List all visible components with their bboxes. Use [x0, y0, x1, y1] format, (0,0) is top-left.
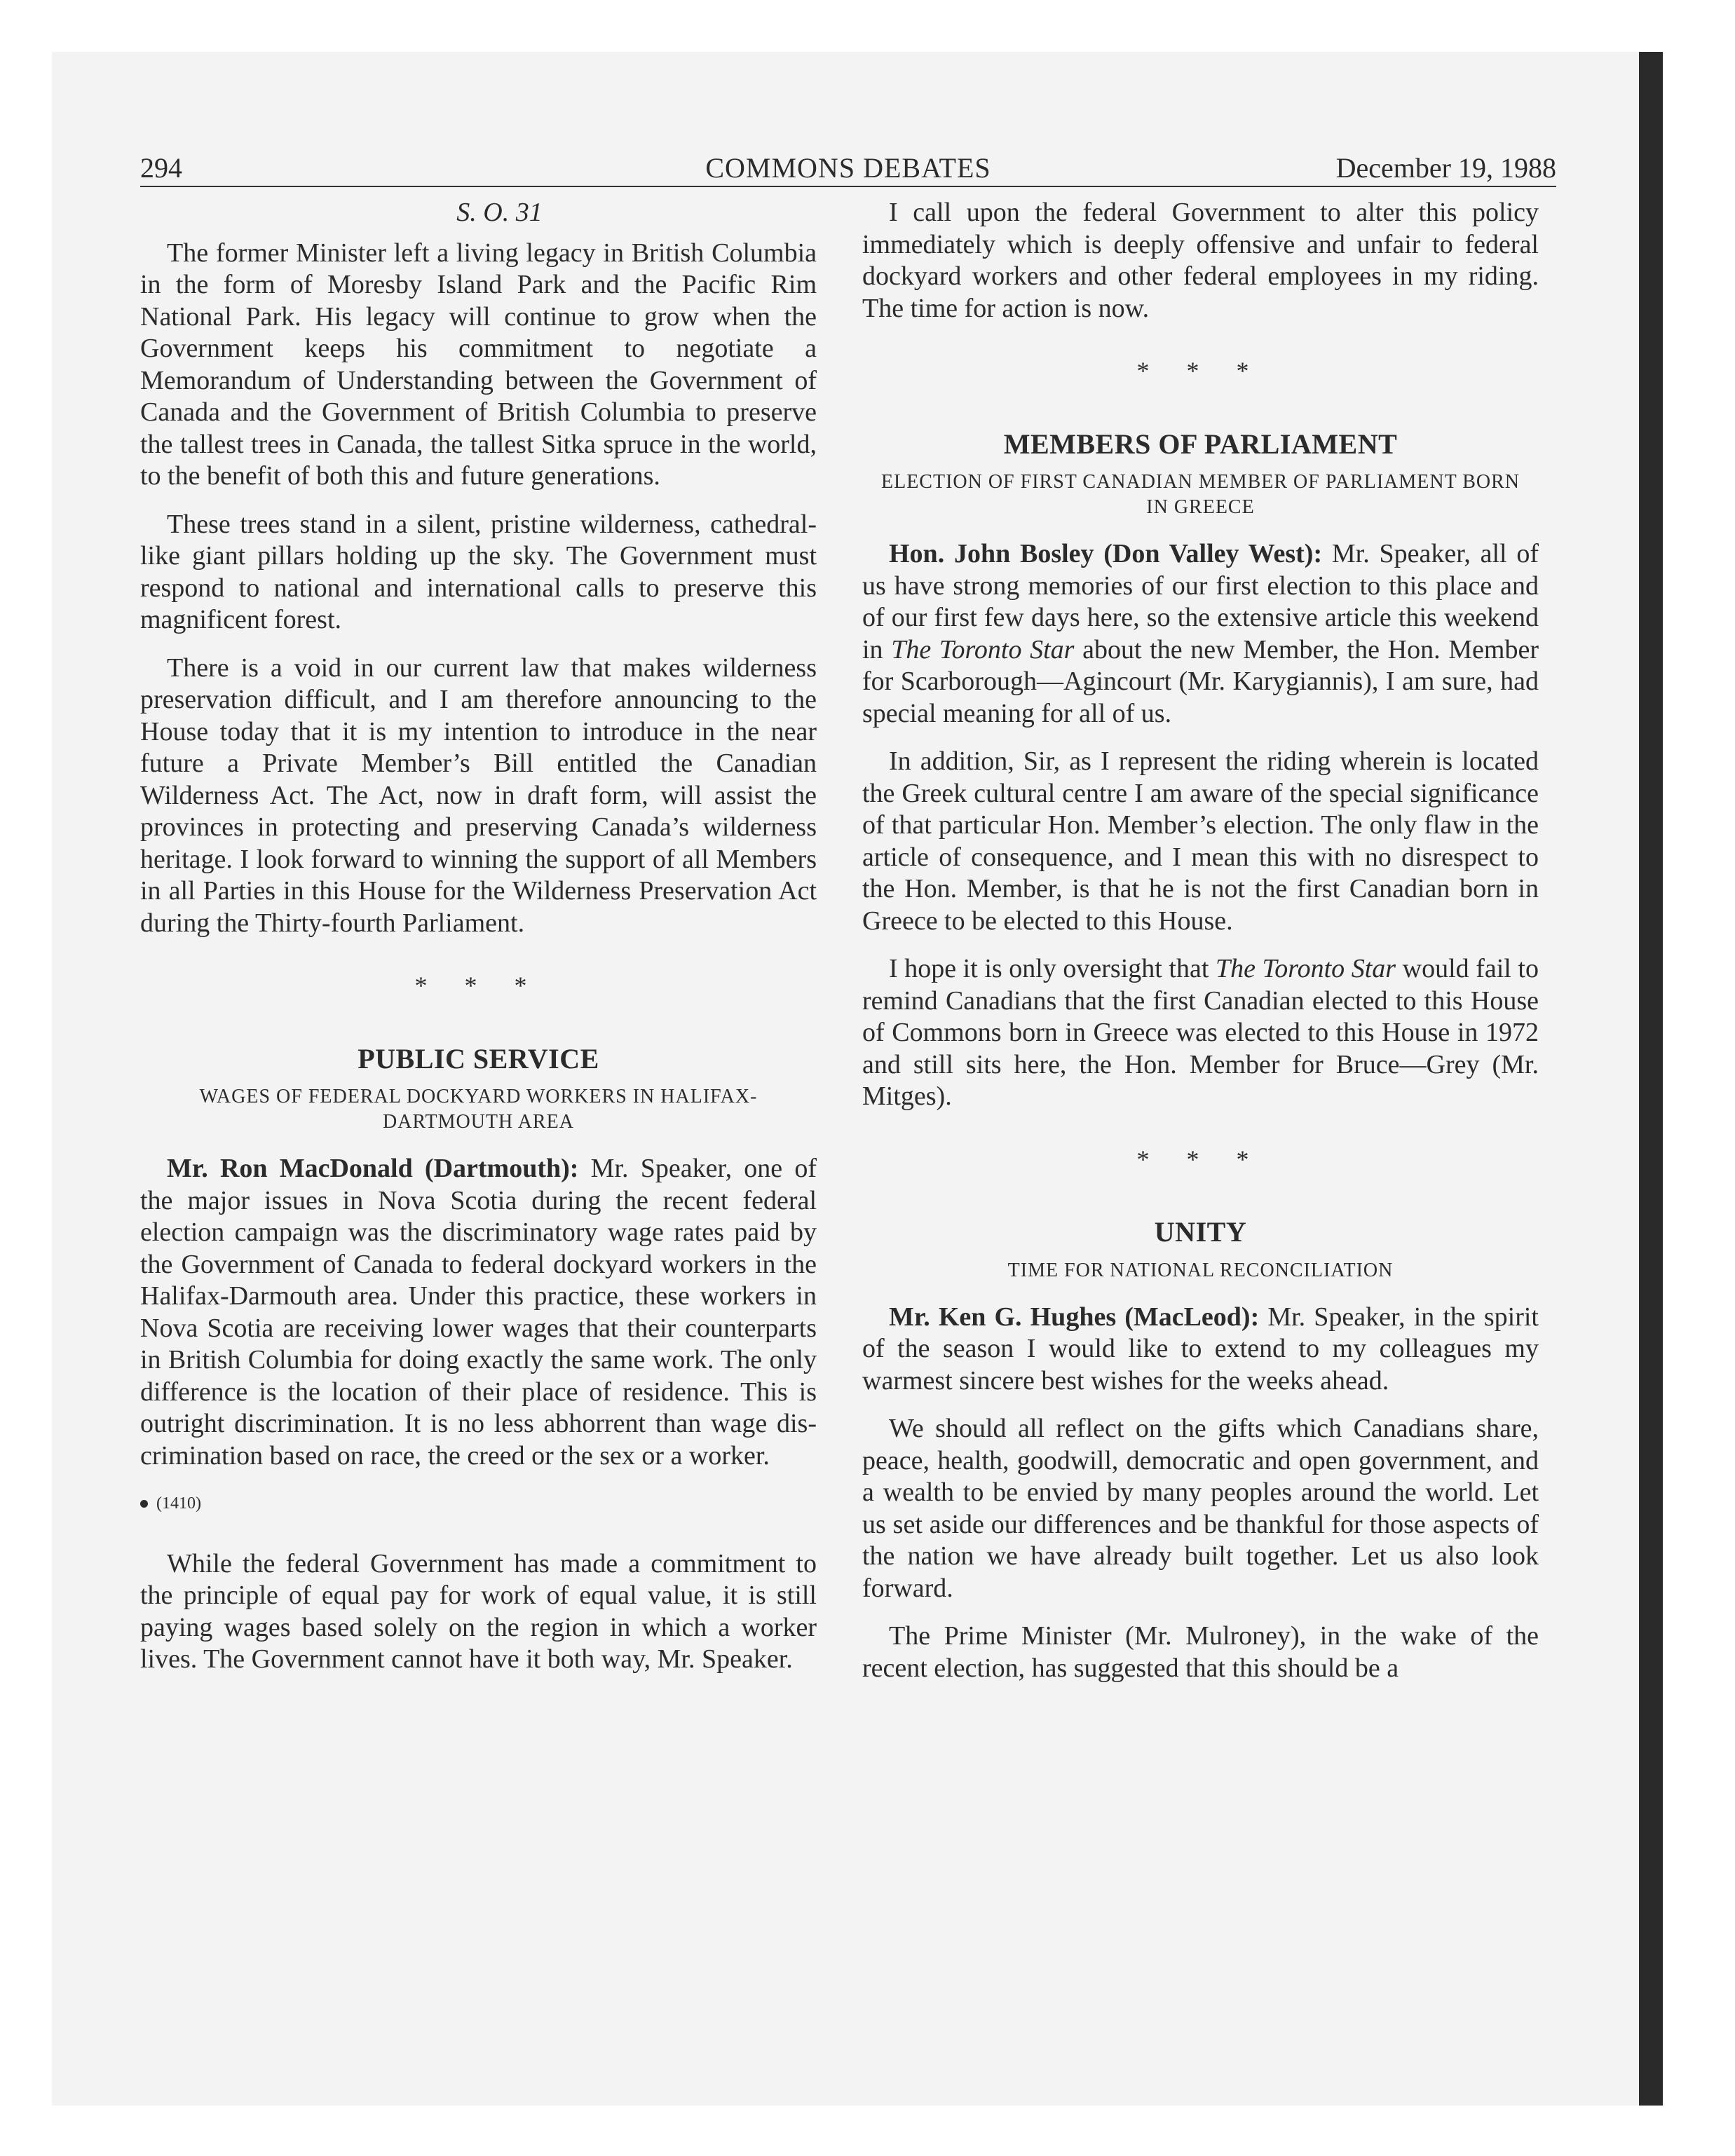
speech-paragraph [862, 953, 1539, 1113]
section-separator: * * * [1136, 357, 1265, 385]
page-number: 294 [140, 152, 182, 184]
section-heading: MEMBERS OF PARLIAMENT [1003, 428, 1398, 460]
speech-paragraph: The Prime Minister (Mr. Mulroney), in the wake of the recent election, has suggested that this should be a [862, 1621, 1539, 1683]
hansard-page [140, 151, 1556, 1683]
section-separator: * * * [414, 971, 543, 999]
speech-text: about the new Member, the Hon. Member for Scarborough—Agincourt (Mr. Karygiannis), I am sure, had special meaning for all of us. [862, 634, 1539, 728]
speech-text: Mr. Speaker, all of us have strong memories of our first election to this place and of our first few days here, so the extensive article this weekend in [862, 539, 1539, 664]
publication-name: The Toronto Star [1215, 954, 1396, 983]
section-subheading: WAGES OF FEDERAL DOCKYARD WORKERS IN HALIFAX-DARTMOUTH AREA [199, 1086, 758, 1133]
timestamp-text: (1410) [156, 1494, 201, 1513]
speech-text: Mr. Speaker, one of the major issues in Nova Scotia during the recent federal election campaign was the discriminatory wage rates paid by the Government of Canada to federal dockyard workers in the Halifax-Darmouth area. Under this practice, these workers in Nova Scotia are receiving lower wages that their counterparts in British Columbia for doing exactly the same work. The only difference is the location of their place of residence. This is outright discrimination. It is no less abhorrent than wage discrimination based on race, the creed or the sex or a worker. [140, 1154, 817, 1471]
speech-text: would fail to remind Canadians that the first Canadian elected to this House of Commons born in Greece was elected to this House in 1972 and still sits here, the Hon. Member for Bruce—Grey (Mr. Mitges). [862, 954, 1539, 1111]
section-separator: * * * [1136, 1145, 1265, 1173]
time-marker [140, 1488, 817, 1520]
paragraph: These trees stand in a silent, pristine wilderness, cathedral-like giant pillars holding up the sky. The Government must respond to national and international calls to preserve this magnificent forest. [140, 509, 817, 634]
paragraph: There is a void in our current law that makes wilderness preservation difficult, and I am therefore announcing to the House today that it is my intention to introduce in the near future a Private Member’s Bill entitled the Canadian Wilderness Act. The Act, now in draft form, will assist the provinces in protecting and preserving Canada’s wilderness heritage. I look forward to winning the support of all Members in all Parties in this House for the Wilderness Preservation Act during the Thirty-fourth Parliament. [140, 653, 817, 938]
bullet-icon [140, 1500, 148, 1508]
speech-paragraph: In addition, Sir, as I represent the riding wherein is located the Greek cultural centre I am aware of the special significance of that particular Hon. Member’s election. The only flaw in the article of consequence, and I mean this with no disrespect to the Hon. Member, is that he is not the first Canadian born in Greece to be elected to this House. [862, 746, 1539, 936]
speech-text: I hope it is only oversight that [889, 954, 1209, 983]
standing-order-label: S. O. 31 [456, 198, 543, 227]
speech-text: Mr. Speaker, in the spirit of the season I would like to extend to my colleagues my warmest sincere best wishes for the weeks ahead. [862, 1302, 1539, 1396]
paragraph: The former Minister left a living legacy in British Columbia in the form of Moresby Island Park and the Pacific Rim National Park. His legacy will continue to grow when the Government keeps his commitment to negotiate a Memorandum of Understanding between the Government of Canada and the Government of British Columbia to preserve the tallest trees in Canada, the tallest Sitka spruce in the world, to the benefit of both this and future generations. [140, 238, 817, 491]
speaker-name: Mr. Ken G. Hughes (MacLeod): [889, 1302, 1260, 1332]
paragraph: I call upon the federal Government to alter this policy immediately which is deeply offensive and unfair to federal dockyard workers and other federal employees in my riding. The time for action is now. [862, 198, 1539, 323]
speech-paragraph: While the federal Government has made a commitment to the principle of equal pay for work of equal value, it is still paying wages based solely on the region in which a worker lives. The Government cannot have it both way, Mr. Speaker. [140, 1548, 817, 1674]
speech-paragraph: We should all reflect on the gifts which Canadians share, peace, health, goodwill, democratic and open government, and a wealth to be envied by many peoples around the world. Let us set aside our differences and be thankful for those aspects of the nation we have already built together. Let us also look forward. [862, 1414, 1539, 1603]
publication-title: COMMONS DEBATES [705, 152, 991, 184]
scan-edge-shadow [1639, 52, 1663, 2106]
section-subheading: ELECTION OF FIRST CANADIAN MEMBER OF PARLIAMENT BORN IN GREECE [880, 471, 1520, 518]
publication-name: The Toronto Star [891, 634, 1075, 664]
left-column [140, 197, 817, 1692]
right-column [862, 197, 1539, 1700]
speech-paragraph [862, 1302, 1539, 1398]
section-heading: UNITY [1154, 1216, 1247, 1248]
section-subheading: TIME FOR NATIONAL RECONCILIATION [1007, 1259, 1394, 1281]
speaker-name: Hon. John Bosley (Don Valley West): [889, 539, 1323, 568]
speech-paragraph [862, 538, 1539, 730]
running-head [140, 151, 1556, 187]
speech-paragraph [140, 1153, 817, 1472]
speaker-name: Mr. Ron MacDonald (Dartmouth): [167, 1154, 579, 1183]
sitting-date: December 19, 1988 [1335, 152, 1556, 184]
section-heading: PUBLIC SERVICE [358, 1042, 599, 1074]
